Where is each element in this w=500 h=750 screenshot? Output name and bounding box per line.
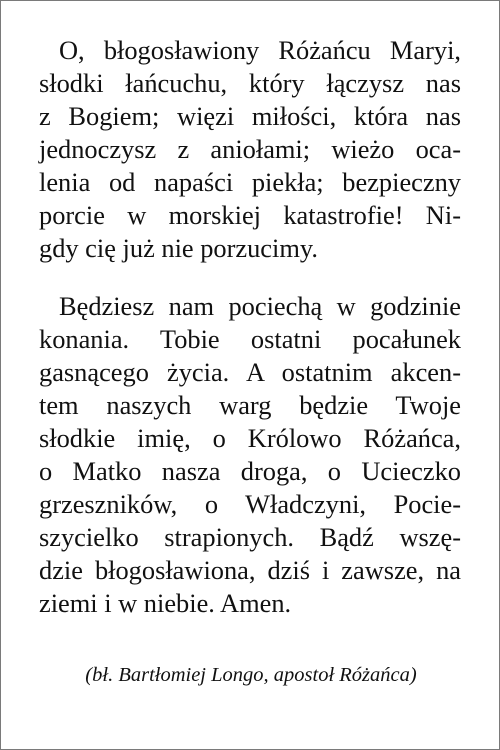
prayer-paragraph-1 xyxy=(39,34,461,265)
text-line: ziemi i w niebie. Amen. xyxy=(39,588,292,618)
text-line: słodki łańcuchu, który łączysz nas xyxy=(39,68,461,98)
text-line: z Bogiem; więzi miłości, która nas xyxy=(39,101,461,131)
text-line: szycielko strapionych. Bądź wszę- xyxy=(39,522,461,552)
text-line: lenia od napaści piekła; bezpieczny xyxy=(39,167,461,197)
text-line: grzeszników, o Władczyni, Pocie- xyxy=(39,489,461,519)
text-line: o Matko nasza droga, o Ucieczko xyxy=(39,456,461,486)
text-line: tem naszych warg będzie Twoje xyxy=(39,390,461,420)
text-line: O, błogosławiony Różańcu Maryi, xyxy=(59,35,461,65)
text-line: słodkie imię, o Królowo Różańca, xyxy=(39,423,461,453)
text-line: gasnącego życia. A ostatnim akcen- xyxy=(39,357,461,387)
text-line: gdy cię już nie porzucimy. xyxy=(39,233,318,263)
text-line: konania. Tobie ostatni pocałunek xyxy=(39,324,461,354)
text-line: Będziesz nam pociechą w godzinie xyxy=(59,291,461,321)
text-line: jednoczysz z aniołami; wieżo oca- xyxy=(39,134,461,164)
prayer-paragraph-2 xyxy=(39,290,461,620)
text-line: porcie w morskiej katastrofie! Ni- xyxy=(39,200,461,230)
text-line: dzie błogosławiona, dziś i zawsze, na xyxy=(39,555,461,585)
attribution: (bł. Bartłomiej Longo, apostoł Różańca) xyxy=(85,664,417,686)
